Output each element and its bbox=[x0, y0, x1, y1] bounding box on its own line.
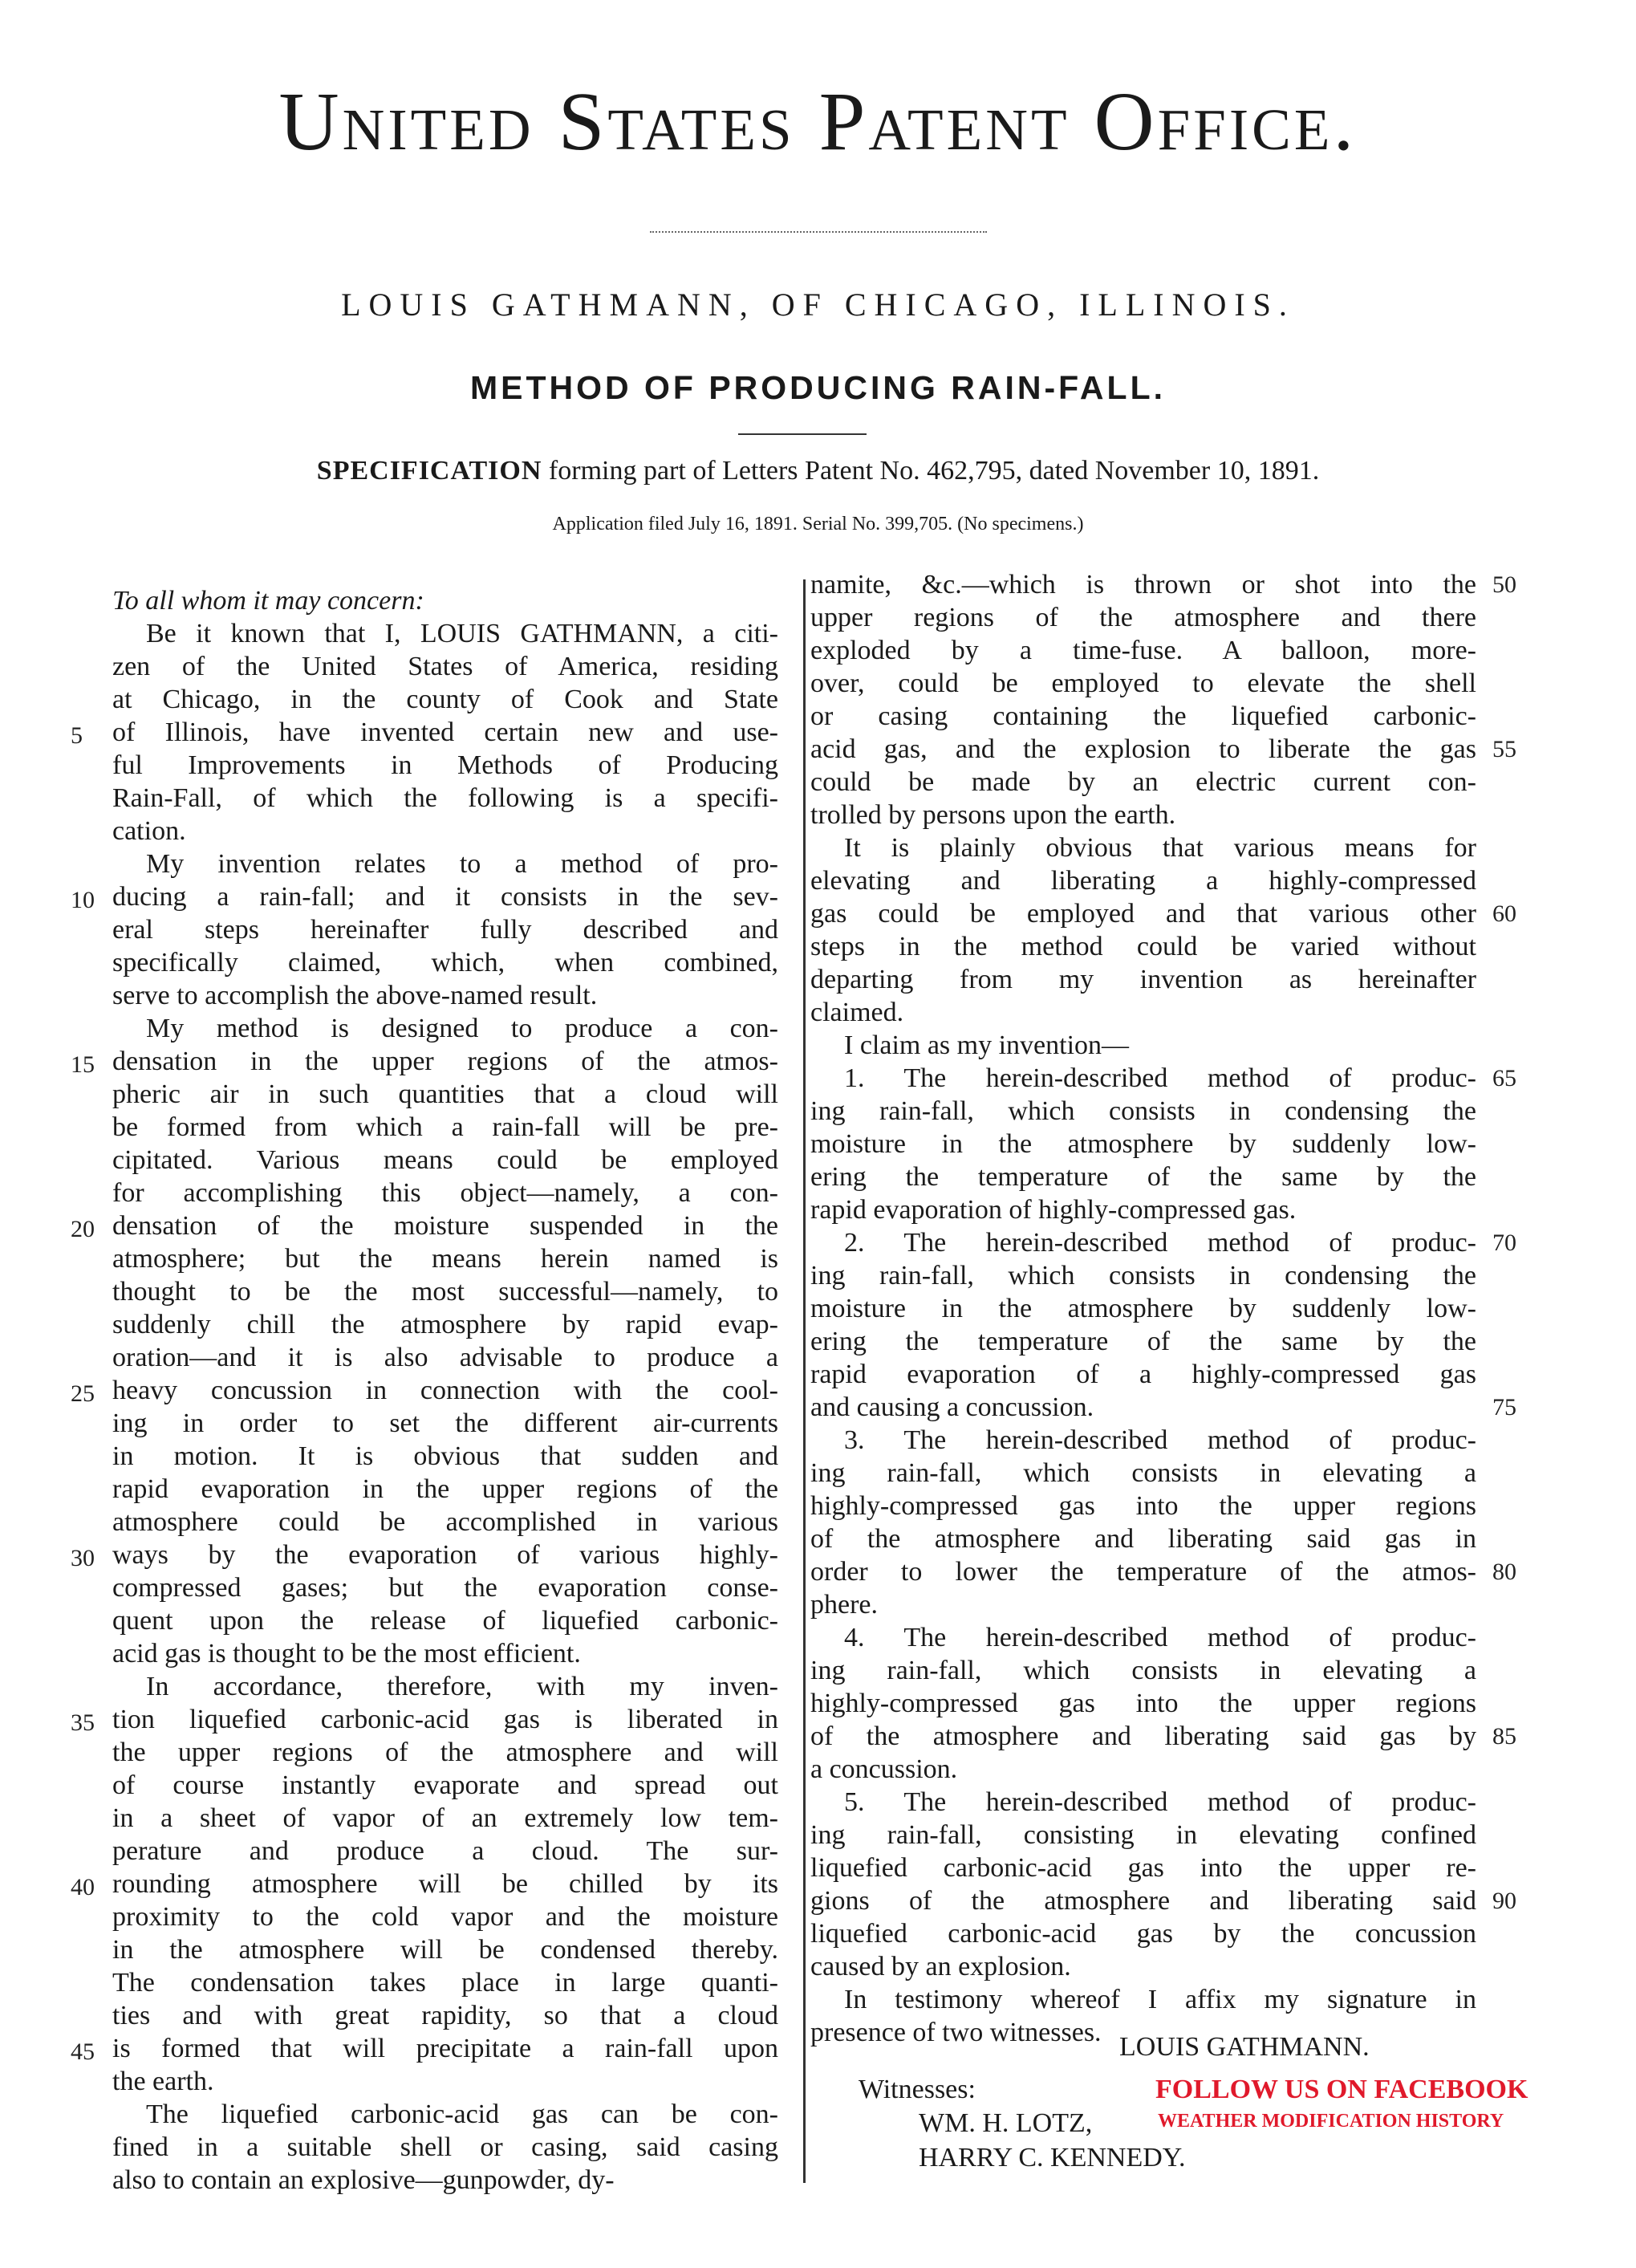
witness-2: HARRY C. KENNEDY. bbox=[919, 2143, 1186, 2172]
text-line: claimed. bbox=[810, 998, 904, 1027]
text-line: It is plainly obvious that various means for bbox=[844, 833, 1476, 863]
text-line: or casing containing the liquefied carbonic- bbox=[810, 701, 1476, 731]
text-line: In testimony whereof I affix my signature in bbox=[844, 1985, 1476, 2014]
text-line: be formed from which a rain-fall will be pre- bbox=[112, 1112, 778, 1142]
text-line: cipitated. Various means could be employed bbox=[112, 1145, 778, 1175]
line-number: 15 bbox=[71, 1051, 95, 1078]
text-line: 1. The herein-described method of produc- bbox=[844, 1063, 1476, 1093]
text-line: of the atmosphere and liberating said gas by bbox=[810, 1721, 1476, 1751]
text-line: gas could be employed and that various other bbox=[810, 899, 1476, 929]
text-line: ering the temperature of the same by the bbox=[810, 1327, 1476, 1356]
text-line: specifically claimed, which, when combined, bbox=[112, 948, 778, 978]
text-line: in the atmosphere will be condensed thereby. bbox=[112, 1935, 778, 1965]
text-line: acid gas, and the explosion to liberate the gas bbox=[810, 734, 1476, 764]
line-number: 75 bbox=[1492, 1394, 1516, 1421]
text-line: ing rain-fall, consisting in elevating confined bbox=[810, 1820, 1476, 1850]
text-line: ing in order to set the different air-currents bbox=[112, 1408, 778, 1438]
text-line: thought to be the most successful—namely, to bbox=[112, 1277, 778, 1307]
text-line: ing rain-fall, which consists in elevating a bbox=[810, 1656, 1476, 1685]
text-line: The liquefied carbonic-acid gas can be con- bbox=[146, 2099, 778, 2129]
text-line: presence of two witnesses. bbox=[810, 2018, 1102, 2047]
text-line: ing rain-fall, which consists in elevating a bbox=[810, 1458, 1476, 1488]
text-line: highly-compressed gas into the upper regions bbox=[810, 1491, 1476, 1521]
text-line: ing rain-fall, which consists in condensing the bbox=[810, 1261, 1476, 1290]
text-line: of course instantly evaporate and spread out bbox=[112, 1770, 778, 1800]
text-line: moisture in the atmosphere by suddenly low- bbox=[810, 1294, 1476, 1323]
text-line: cation. bbox=[112, 816, 186, 846]
text-line: Rain-Fall, of which the following is a specifi- bbox=[112, 783, 778, 813]
text-line: elevating and liberating a highly-compressed bbox=[810, 866, 1476, 896]
signature-name: LOUIS GATHMANN. bbox=[1119, 2032, 1370, 2062]
line-number: 60 bbox=[1492, 900, 1516, 927]
office-title: United States Patent Office. bbox=[278, 75, 1358, 168]
text-line: rapid evaporation in the upper regions of the bbox=[112, 1474, 778, 1504]
line-number: 35 bbox=[71, 1709, 95, 1736]
text-line: upper regions of the atmosphere and there bbox=[810, 603, 1476, 632]
text-line: In accordance, therefore, with my inven- bbox=[146, 1672, 778, 1701]
text-line: suddenly chill the atmosphere by rapid evap- bbox=[112, 1310, 778, 1339]
title-rule bbox=[738, 433, 867, 435]
text-line: rounding atmosphere will be chilled by its bbox=[112, 1869, 778, 1899]
line-number: 85 bbox=[1492, 1723, 1516, 1750]
witnesses-label: Witnesses: bbox=[859, 2075, 976, 2104]
text-line: moisture in the atmosphere by suddenly low- bbox=[810, 1129, 1476, 1159]
line-number: 10 bbox=[71, 887, 95, 913]
text-line: rapid evaporation of highly-compressed gas. bbox=[810, 1195, 1297, 1225]
line-number: 25 bbox=[71, 1380, 95, 1407]
line-number: 5 bbox=[71, 722, 83, 749]
text-line: the earth. bbox=[112, 2067, 214, 2096]
text-line: rapid evaporation of a highly-compressed gas bbox=[810, 1360, 1476, 1389]
text-line: proximity to the cold vapor and the moisture bbox=[112, 1902, 778, 1932]
text-line: ducing a rain-fall; and it consists in the sev- bbox=[112, 882, 778, 912]
text-line: eral steps hereinafter fully described and bbox=[112, 915, 778, 945]
text-line: and causing a concussion. bbox=[810, 1392, 1094, 1422]
witness-1: WM. H. LOTZ, bbox=[919, 2108, 1093, 2138]
text-line: in motion. It is obvious that sudden and bbox=[112, 1441, 778, 1471]
text-line: of Illinois, have invented certain new and use- bbox=[112, 717, 778, 747]
right-column bbox=[810, 568, 1476, 2049]
text-line: steps in the method could be varied without bbox=[810, 932, 1476, 961]
specification-text: forming part of Letters Patent No. 462,795, dated November 10, 1891. bbox=[548, 456, 1320, 486]
text-line: ing rain-fall, which consists in condensing the bbox=[810, 1096, 1476, 1126]
text-line: My method is designed to produce a con- bbox=[146, 1014, 778, 1043]
specification-label: SPECIFICATION bbox=[316, 456, 542, 486]
text-line: atmosphere; but the means herein named is bbox=[112, 1244, 778, 1274]
text-line: departing from my invention as hereinafter bbox=[810, 965, 1476, 994]
line-number: 40 bbox=[71, 1874, 95, 1900]
line-number: 80 bbox=[1492, 1559, 1516, 1585]
text-line: To all whom it may concern: bbox=[112, 586, 424, 616]
text-line: Be it known that I, LOUIS GATHMANN, a citi- bbox=[146, 619, 778, 648]
text-line: namite, &c.—which is thrown or shot into the bbox=[810, 570, 1476, 600]
line-number: 45 bbox=[71, 2038, 95, 2065]
line-number: 55 bbox=[1492, 736, 1516, 762]
text-line: of the atmosphere and liberating said gas in bbox=[810, 1524, 1476, 1554]
specification-line bbox=[0, 456, 1636, 486]
text-line: 2. The herein-described method of produc- bbox=[844, 1228, 1476, 1258]
text-line: densation in the upper regions of the atmos- bbox=[112, 1047, 778, 1076]
text-line: also to contain an explosive—gunpowder, dy- bbox=[112, 2165, 615, 2195]
application-line: Application filed July 16, 1891. Serial No. 399,705. (No specimens.) bbox=[552, 514, 1084, 534]
left-column bbox=[112, 584, 778, 2197]
text-line: is formed that will precipitate a rain-fall upon bbox=[112, 2034, 778, 2063]
line-number: 70 bbox=[1492, 1230, 1516, 1256]
text-line: tion liquefied carbonic-acid gas is liberated in bbox=[112, 1705, 778, 1734]
text-line: 3. The herein-described method of produc- bbox=[844, 1425, 1476, 1455]
text-line: I claim as my invention— bbox=[844, 1030, 1130, 1060]
text-line: 4. The herein-described method of produc- bbox=[844, 1623, 1476, 1652]
text-line: densation of the moisture suspended in the bbox=[112, 1211, 778, 1241]
line-number: 90 bbox=[1492, 1888, 1516, 1914]
text-line: zen of the United States of America, residing bbox=[112, 652, 778, 681]
line-number: 30 bbox=[71, 1545, 95, 1571]
text-line: quent upon the release of liquefied carbonic- bbox=[112, 1606, 778, 1636]
header-rule-top bbox=[650, 231, 987, 233]
text-line: a concussion. bbox=[810, 1754, 958, 1784]
patent-title: METHOD OF PRODUCING RAIN-FALL. bbox=[469, 369, 1167, 406]
line-number: 65 bbox=[1492, 1065, 1516, 1091]
text-line: perature and produce a cloud. The sur- bbox=[112, 1836, 778, 1866]
text-line: My invention relates to a method of pro- bbox=[146, 849, 778, 879]
text-line: caused by an explosion. bbox=[810, 1952, 1071, 1981]
text-line: could be made by an electric current con- bbox=[810, 767, 1476, 797]
text-line: The condensation takes place in large quanti- bbox=[112, 1968, 778, 1998]
text-line: at Chicago, in the county of Cook and State bbox=[112, 685, 778, 714]
text-line: pheric air in such quantities that a cloud will bbox=[112, 1079, 778, 1109]
text-line: fined in a suitable shell or casing, said casing bbox=[112, 2132, 778, 2162]
text-line: acid gas is thought to be the most efficient. bbox=[112, 1639, 581, 1668]
inventor-line: LOUIS GATHMANN, OF CHICAGO, ILLINOIS. bbox=[341, 287, 1295, 323]
text-line: trolled by persons upon the earth. bbox=[810, 800, 1176, 830]
text-line: compressed gases; but the evaporation conse- bbox=[112, 1573, 778, 1603]
text-line: exploded by a time-fuse. A balloon, more- bbox=[810, 636, 1476, 665]
column-divider bbox=[803, 579, 806, 2183]
text-line: over, could be employed to elevate the shell bbox=[810, 669, 1476, 698]
text-line: for accomplishing this object—namely, a con- bbox=[112, 1178, 778, 1208]
text-line: phere. bbox=[810, 1590, 879, 1620]
text-line: heavy concussion in connection with the cool- bbox=[112, 1376, 778, 1405]
line-number: 20 bbox=[71, 1216, 95, 1242]
text-line: 5. The herein-described method of produc- bbox=[844, 1787, 1476, 1817]
text-line: atmosphere could be accomplished in various bbox=[112, 1507, 778, 1537]
text-line: ties and with great rapidity, so that a cloud bbox=[112, 2001, 778, 2030]
text-line: liquefied carbonic-acid gas into the upper re- bbox=[810, 1853, 1476, 1883]
text-line: serve to accomplish the above-named result. bbox=[112, 981, 598, 1010]
text-line: oration—and it is also advisable to produce a bbox=[112, 1343, 778, 1372]
text-line: the upper regions of the atmosphere and will bbox=[112, 1738, 778, 1767]
text-line: ering the temperature of the same by the bbox=[810, 1162, 1476, 1192]
text-line: ways by the evaporation of various highly- bbox=[112, 1540, 778, 1570]
text-line: order to lower the temperature of the atmos- bbox=[810, 1557, 1476, 1587]
text-line: gions of the atmosphere and liberating said bbox=[810, 1886, 1476, 1916]
promo-line-1: FOLLOW US ON FACEBOOK bbox=[1155, 2075, 1528, 2104]
text-line: ful Improvements in Methods of Producing bbox=[112, 750, 778, 780]
promo-line-2: WEATHER MODIFICATION HISTORY bbox=[1158, 2111, 1504, 2132]
text-line: liquefied carbonic-acid gas by the concussion bbox=[810, 1919, 1476, 1949]
text-line: highly-compressed gas into the upper regions bbox=[810, 1689, 1476, 1718]
text-line: in a sheet of vapor of an extremely low tem- bbox=[112, 1803, 778, 1833]
line-number: 50 bbox=[1492, 571, 1516, 598]
